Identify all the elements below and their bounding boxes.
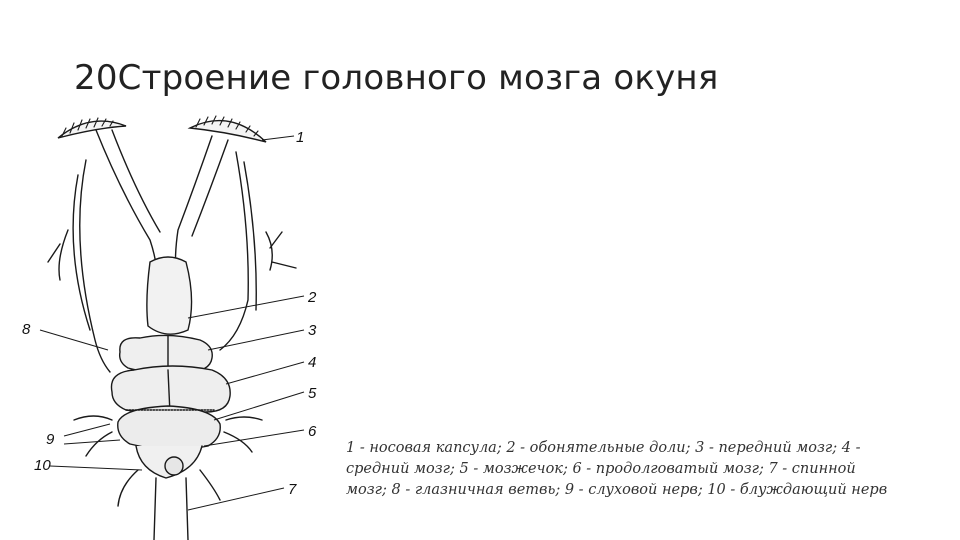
diagram-label-9: 9: [46, 431, 55, 448]
caption-line: средний мозг; 5 - мозжечок; 6 - продолговатый мозг; 7 - спинной: [346, 461, 856, 477]
diagram-label-1: 1: [296, 129, 305, 146]
diagram-label-2: 2: [308, 289, 317, 306]
caption-line: 1 - носовая капсула; 2 - обонятельные доли; 3 - передний мозг; 4 -: [346, 440, 861, 456]
diagram-label-4: 4: [308, 354, 317, 371]
diagram-label-3: 3: [308, 322, 317, 339]
diagram-label-6: 6: [308, 423, 317, 440]
diagram-label-7: 7: [288, 481, 297, 498]
caption-line: мозг; 8 - глазничная ветвь; 9 - слуховой нерв; 10 - блуждающий нерв: [346, 482, 888, 498]
perch-brain-diagram: [0, 100, 340, 540]
slide-title: 20Строение головного мозга окуня: [74, 58, 719, 98]
figure-caption: [346, 438, 886, 501]
diagram-label-10: 10: [34, 457, 51, 474]
diagram-label-8: 8: [22, 321, 31, 338]
diagram-label-5: 5: [308, 385, 317, 402]
